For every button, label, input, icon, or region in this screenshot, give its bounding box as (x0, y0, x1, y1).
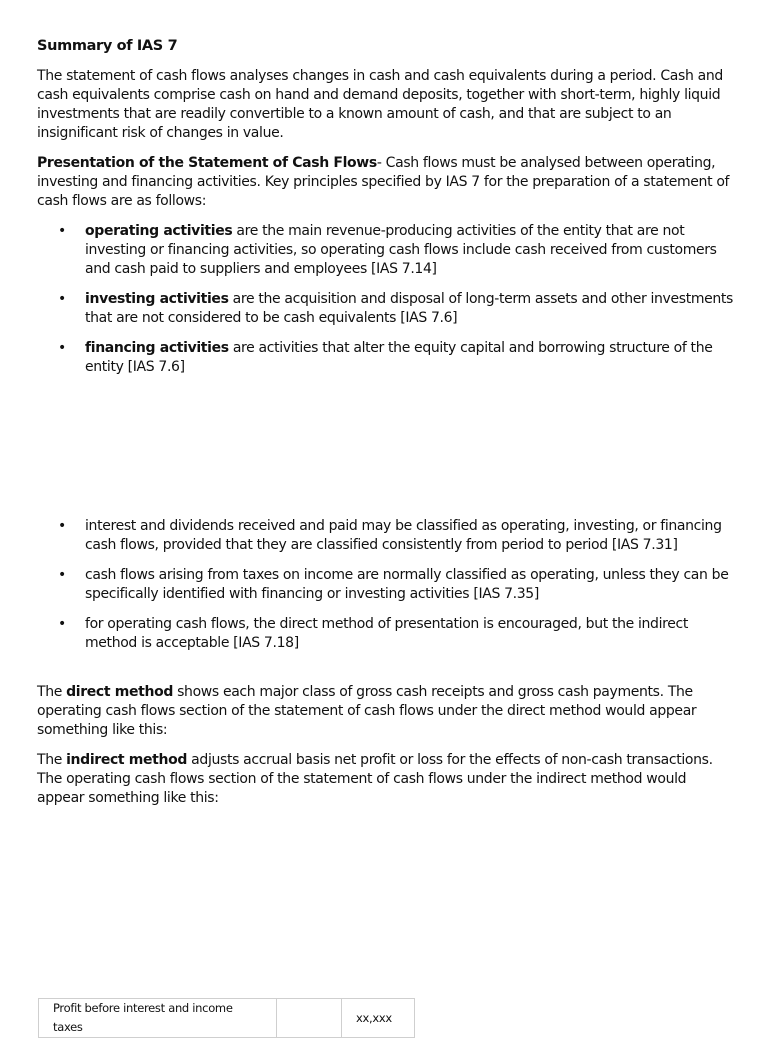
direct-pre: The (37, 684, 67, 700)
presentation-text: - Cash flows must be analysed between operating, investing and financing activities. Key principles specified by IAS 7 for the preparation of a statement of cash flows are as follows: (37, 155, 730, 209)
bullet-icon: • (58, 291, 67, 307)
presentation-heading: Presentation of the Statement of Cash Flows (37, 155, 377, 171)
table-cell-amount: xx,xxx (342, 999, 415, 1038)
list-item-investing-activities (37, 290, 732, 330)
table-row (39, 999, 415, 1038)
bullet-icon: • (58, 616, 67, 632)
intro-paragraph: The statement of cash flows analyses changes in cash and cash equivalents during a period. Cash and cash equivalents comprise cash on hand and demand deposits, together with short-term, highly liquid investments that are readily convertible to a known amount of cash, and that are subject to an insignificant risk of changes in value. (37, 68, 723, 141)
list-item-operating-activities (37, 222, 732, 277)
presentation-paragraph (37, 154, 732, 211)
term-operating-activities: operating activities (85, 223, 233, 239)
term-investing-activities: investing activities (85, 291, 229, 307)
document-title: Summary of IAS 7 (37, 38, 178, 54)
direct-method-paragraph (37, 683, 732, 740)
table-cell-label: Profit before interest and income taxes (39, 999, 277, 1038)
cash-flow-table (38, 998, 415, 1038)
bullet-icon: • (58, 340, 67, 356)
list-item-text: interest and dividends received and paid may be classified as operating, investing, or financing cash flows, provided that they are classified consistently from period to period [IAS 7.31] (85, 518, 722, 553)
term-definition: are the main revenue-producing activities of the entity that are not investing or financing activities, so operating cash flows include cash received from customers and cash paid to suppliers and employees [IAS 7.14] (85, 223, 717, 277)
list-item-taxes-on-income (37, 566, 732, 606)
direct-text: shows each major class of gross cash receipts and gross cash payments. The operating cash flows section of the statement of cash flows under the direct method would appear something like this: (37, 684, 697, 738)
term-definition: are the acquisition and disposal of long-term assets and other investments that are not considered to be cash equivalents [IAS 7.6] (85, 291, 733, 326)
list-item-financing-activities (37, 339, 732, 379)
term-definition: are activities that alter the equity capital and borrowing structure of the entity [IAS 7.6] (85, 340, 713, 375)
list-item-text (85, 290, 733, 328)
list-item-text: cash flows arising from taxes on income are normally classified as operating, unless they can be specifically identified with financing or investing activities [IAS 7.35] (85, 567, 729, 602)
indirect-pre: The (37, 752, 67, 768)
term-indirect-method: indirect method (66, 752, 188, 768)
list-item-text (85, 339, 733, 377)
bullet-icon: • (58, 223, 67, 239)
term-direct-method: direct method (66, 684, 174, 700)
bullet-icon: • (58, 518, 67, 534)
list-item-interest-dividends (37, 517, 732, 557)
indirect-method-paragraph (37, 751, 732, 808)
list-item-direct-method-encouraged (37, 615, 732, 655)
term-financing-activities: financing activities (85, 340, 229, 356)
list-item-text: for operating cash flows, the direct method of presentation is encouraged, but the indirect method is acceptable [IAS 7.18] (85, 616, 688, 651)
table-cell-empty (277, 999, 342, 1038)
list-item-text (85, 222, 733, 279)
indirect-text: adjusts accrual basis net profit or loss for the effects of non-cash transactions. The operating cash flows section of the statement of cash flows under the indirect method would appear something like this: (37, 752, 713, 806)
bullet-icon: • (58, 567, 67, 583)
